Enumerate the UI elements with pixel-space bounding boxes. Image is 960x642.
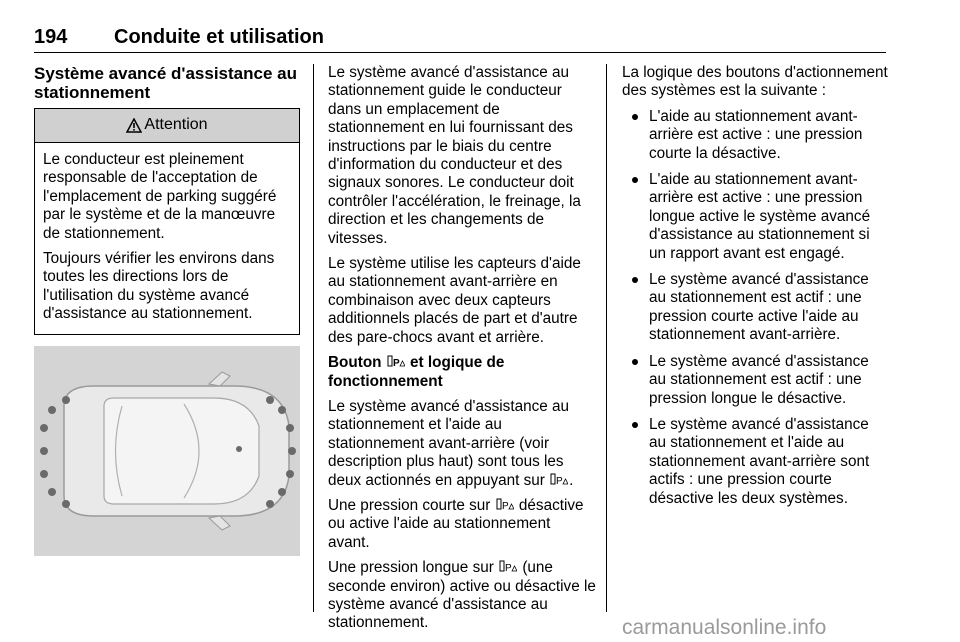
paragraph: Le système utilise les capteurs d'aide au stationnement avant-arrière en combinaison avec deux capteurs additionnels placés de part et d'autre des pare-chocs avant et arrière.: [328, 255, 581, 346]
attention-box: [34, 108, 300, 335]
bullet-icon: [632, 359, 638, 365]
list-item: Le système avancé d'assistance au stationnement est actif : une pression longue le désactive.: [622, 353, 888, 408]
paragraph: Une pression longue sur P (une seconde environ) active ou désactive le système avancé d'assistance au stationnement.: [328, 559, 596, 632]
attention-body: [35, 143, 299, 334]
list-item: L'aide au stationnement avant-arrière est active : une pression longue active le système avancé d'assistance au stationnement si un rapport avant est engagé.: [622, 171, 888, 263]
page-number: 194: [34, 26, 68, 48]
svg-text:P: P: [556, 475, 563, 487]
attention-label: Attention: [144, 116, 208, 134]
attention-paragraph: Toujours vérifier les environs dans toutes les directions lors de l'utilisation du système avancé d'assistance au stationnement.: [43, 250, 275, 323]
bullet-icon: [632, 114, 638, 120]
attention-paragraph: Le conducteur est pleinement responsable de l'acceptation de l'emplacement de parking suggéré par le système et de la manœuvre de stationnement.: [43, 151, 277, 242]
paragraph: Le système avancé d'assistance au stationnement guide le conducteur dans un emplacement de stationnement en lui fournissant des instructions par le biais du centre d'information du conducteur et des signaux sonores. Le conducteur doit contrôler l'accélération, le freinage, la direction et les changements de vitesses.: [328, 64, 581, 247]
bullet-list: [622, 108, 888, 508]
svg-text:P: P: [501, 500, 509, 512]
column-divider: [313, 64, 314, 612]
warning-triangle-icon: [126, 118, 142, 133]
park-assist-button-icon: [387, 355, 405, 369]
chapter-title: Conduite et utilisation: [114, 26, 324, 48]
paragraph: Une pression courte sur P désactive ou active l'aide au stationnement avant.: [328, 496, 584, 551]
list-item: Le système avancé d'assistance au stationnement est actif : une pression courte active l'aide au stationnement avant-arrière.: [622, 271, 888, 345]
list-item: L'aide au stationnement avant-arrière est active : une pression courte la désactive.: [622, 108, 888, 163]
bullet-icon: [632, 422, 638, 428]
column-divider: [606, 64, 607, 612]
heading-suffix: et logique de fonctionnement: [328, 354, 505, 390]
paragraph: Le système avancé d'assistance au stationnement et l'aide au stationnement avant-arrière (voir description plus haut) sont tous les deux actionnés en appuyant sur P .: [328, 397, 574, 489]
heading-prefix: Bouton: [328, 354, 382, 372]
car-sensor-illustration: [34, 346, 300, 556]
svg-text:P: P: [392, 358, 400, 370]
park-assist-button-icon: [550, 473, 568, 487]
park-assist-button-icon: [499, 560, 517, 574]
svg-text:P: P: [505, 563, 512, 575]
page-header: [34, 26, 886, 53]
park-assist-button-icon: [496, 498, 514, 512]
bullet-icon: [632, 277, 638, 283]
attention-header: [35, 109, 299, 143]
paragraph: La logique des boutons d'actionnement des systèmes est la suivante :: [622, 64, 888, 100]
column-left: [34, 64, 300, 335]
column-right: [622, 64, 888, 516]
bullet-icon: [632, 177, 638, 183]
column-middle: [328, 64, 596, 640]
section-title: Système avancé d'assistance au stationnement: [34, 64, 297, 102]
watermark: carmanualsonline.info: [622, 616, 827, 639]
list-item: Le système avancé d'assistance au stationnement et l'aide au stationnement avant-arrière sont actifs : une pression courte désactive les deux systèmes.: [622, 416, 888, 508]
car-top-view-image: [34, 346, 300, 556]
subsection-heading: [328, 354, 596, 391]
